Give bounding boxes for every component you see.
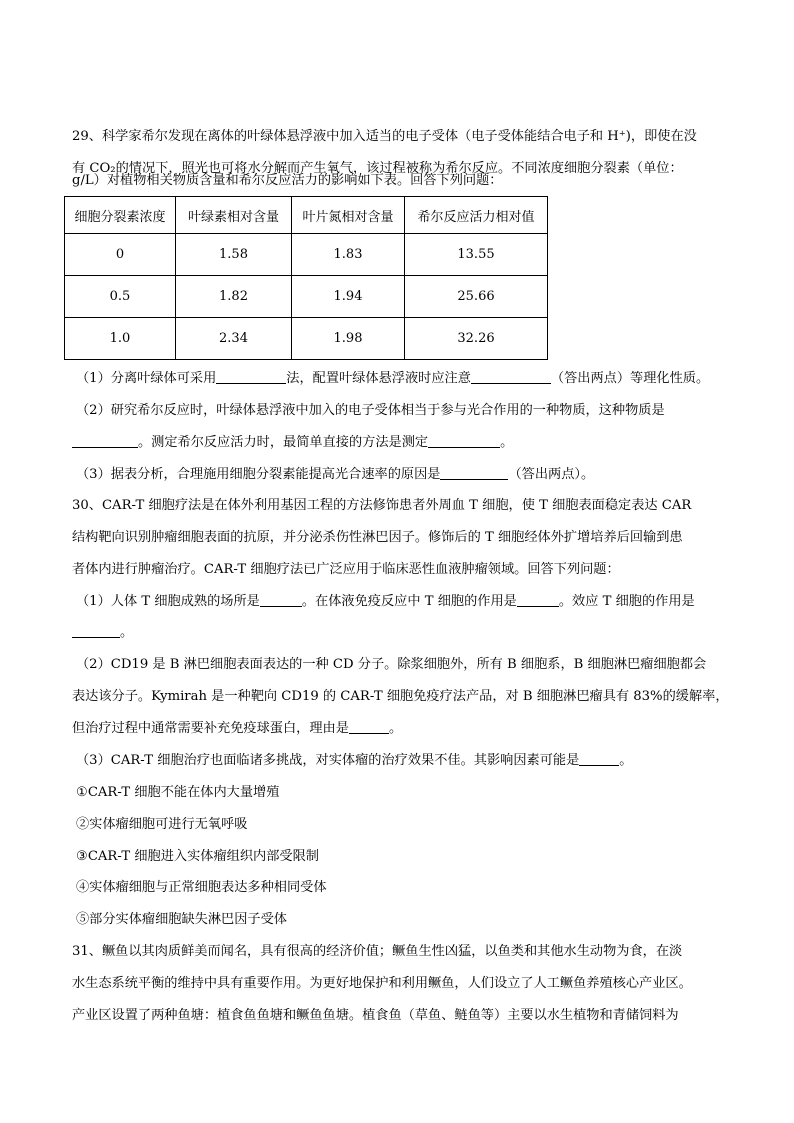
q30-s1-text-c: 。效应 T 细胞的作用是 (558, 594, 695, 609)
answer-blank[interactable] (349, 720, 389, 734)
answer-blank[interactable] (517, 593, 559, 607)
q30-option: ③CAR-T 细胞进入实体瘤组织内部受限制 (76, 849, 319, 864)
q30-subquestion-2-line-3 (72, 720, 402, 738)
q30-s1-text-d: 。 (120, 625, 134, 640)
q30-option: ⑤部分实体瘤细胞缺失淋巴因子受体 (76, 912, 287, 927)
table-row (65, 234, 548, 276)
q30-s1-text-b: 。在体液免疫反应中 T 细胞的作用是 (301, 594, 517, 609)
answer-blank[interactable] (428, 434, 500, 448)
answer-blank[interactable] (471, 370, 551, 384)
table-cell: 13.55 (405, 234, 548, 276)
q29-s1-text-c: （答出两点）等理化性质。 (550, 371, 710, 386)
q30-stem-line-1: 30、CAR-T 细胞疗法是在体外利用基因工程的方法修饰患者外周血 T 细胞，使 T 细胞表面稳定表达 CAR (72, 498, 692, 513)
q30-s2-text-c: 但治疗过程中通常需要补充免疫球蛋白，理由是 (72, 721, 349, 736)
q29-subquestion-3 (76, 466, 594, 484)
q31-stem-line-1: 31、鳜鱼以其肉质鲜美而闻名，具有很高的经济价值；鳜鱼生性凶猛，以鱼类和其他水生动物为食，在淡 (72, 944, 683, 959)
q29-subquestion-2-line-1: （2）研究希尔反应时，叶绿体悬浮液中加入的电子受体相当于参与光合作用的一种物质，这种物质是 (76, 403, 665, 418)
table-header-row (65, 197, 548, 234)
q30-stem-line-2: 结构靶向识别肿瘤细胞表面的抗原，并分泌杀伤性淋巴因子。修饰后的 T 细胞经体外扩增培养后回输到患 (72, 530, 683, 545)
q29-subquestion-1 (76, 370, 709, 388)
answer-blank[interactable] (579, 752, 619, 766)
q31-stem-line-2: 水生态系统平衡的维持中具有重要作用。为更好地保护和利用鳜鱼，人们设立了人工鳜鱼养殖核心产业区。 (72, 976, 692, 991)
q30-s3-text-a: （3）CAR-T 细胞治疗也面临诸多挑战，对实体瘤的治疗效果不佳。其影响因素可能是 (76, 753, 580, 768)
table-header-cell: 叶绿素相对含量 (176, 197, 292, 234)
q29-s1-text-b: 法，配置叶绿体悬浮液时应注意 (286, 371, 471, 386)
table-cell: 25.66 (405, 276, 548, 318)
table-header-cell: 希尔反应活力相对值 (405, 197, 548, 234)
q29-s3-text-b: （答出两点）。 (508, 467, 595, 482)
table-row (65, 276, 548, 318)
answer-blank[interactable] (72, 434, 138, 448)
table-cell: 1.82 (176, 276, 292, 318)
q30-s2-text-d: 。 (388, 721, 403, 736)
q30-subquestion-3 (76, 752, 632, 770)
q30-subquestion-1-line-2 (72, 624, 133, 642)
table-cell: 0.5 (65, 276, 176, 318)
table-cell: 1.58 (176, 234, 292, 276)
table-header-cell: 细胞分裂素浓度 (65, 197, 176, 234)
table-cell: 1.98 (292, 318, 405, 360)
table-cell: 32.26 (405, 318, 548, 360)
q29-s3-text-a: （3）据表分析，合理施用细胞分裂素能提高光合速率的原因是 (76, 467, 441, 482)
answer-blank[interactable] (260, 593, 302, 607)
q29-stem-line-1: 29、科学家希尔发现在离体的叶绿体悬浮液中加入适当的电子受体（电子受体能结合电子和 H⁺)，即使在没 (72, 129, 697, 144)
table-cell: 2.34 (176, 318, 292, 360)
q29-subquestion-2-line-2 (72, 434, 513, 452)
q30-s1-text-a: （1）人体 T 细胞成熟的场所是 (76, 594, 260, 609)
q30-s3-text-b: 。 (619, 753, 633, 768)
q30-stem-line-3: 者体内进行肿瘤治疗。CAR-T 细胞疗法已广泛应用于临床恶性血液肿瘤领域。回答下列问题： (72, 562, 620, 577)
q29-stem-line-3: g/L）对植物相关物质含量和希尔反应活力的影响如下表。回答下列问题： (72, 173, 503, 188)
q31-stem-line-3: 产业区设置了两种鱼塘：植食鱼鱼塘和鳜鱼鱼塘。植食鱼（草鱼、鲢鱼等）主要以水生植物和青储饲料为 (72, 1008, 679, 1023)
q30-subquestion-2-line-2: 表达该分子。Kymirah 是一种靶向 CD19 的 CAR-T 细胞免疫疗法产品，对 B 细胞淋巴瘤具有 83%的缓解率， (72, 689, 729, 704)
table-cell: 1.83 (292, 234, 405, 276)
q29-s1-text-a: （1）分离叶绿体可采用 (76, 371, 217, 386)
q29-s2-text-b: 。测定希尔反应活力时，最简单直接的方法是测定 (138, 435, 429, 450)
q30-subquestion-1-line-1 (76, 593, 695, 611)
answer-blank[interactable] (440, 466, 508, 480)
q30-subquestion-2-line-1: （2）CD19 是 B 淋巴细胞表面表达的一种 CD 分子。除浆细胞外，所有 B 细胞系，B 细胞淋巴瘤细胞都会 (76, 657, 707, 672)
q29-s2-text-c: 。 (500, 435, 514, 450)
q29-stem-line-2: 有 CO₂的情况下，照光也可将水分解而产生氧气，该过程被称为希尔反应。不同浓度细胞分裂素（单位： (72, 161, 683, 176)
table-row (65, 318, 548, 360)
table-header-cell: 叶片氮相对含量 (292, 197, 405, 234)
q30-option: ①CAR-T 细胞不能在体内大量增殖 (76, 785, 280, 800)
table-cell: 1.0 (65, 318, 176, 360)
answer-blank[interactable] (72, 624, 120, 638)
q30-option: ②实体瘤细胞可进行无氧呼吸 (76, 817, 248, 832)
table-cell: 1.94 (292, 276, 405, 318)
q30-option: ④实体瘤细胞与正常细胞表达多种相同受体 (76, 880, 327, 895)
answer-blank[interactable] (216, 370, 286, 384)
table-cell: 0 (65, 234, 176, 276)
cytokinin-data-table (64, 196, 548, 360)
